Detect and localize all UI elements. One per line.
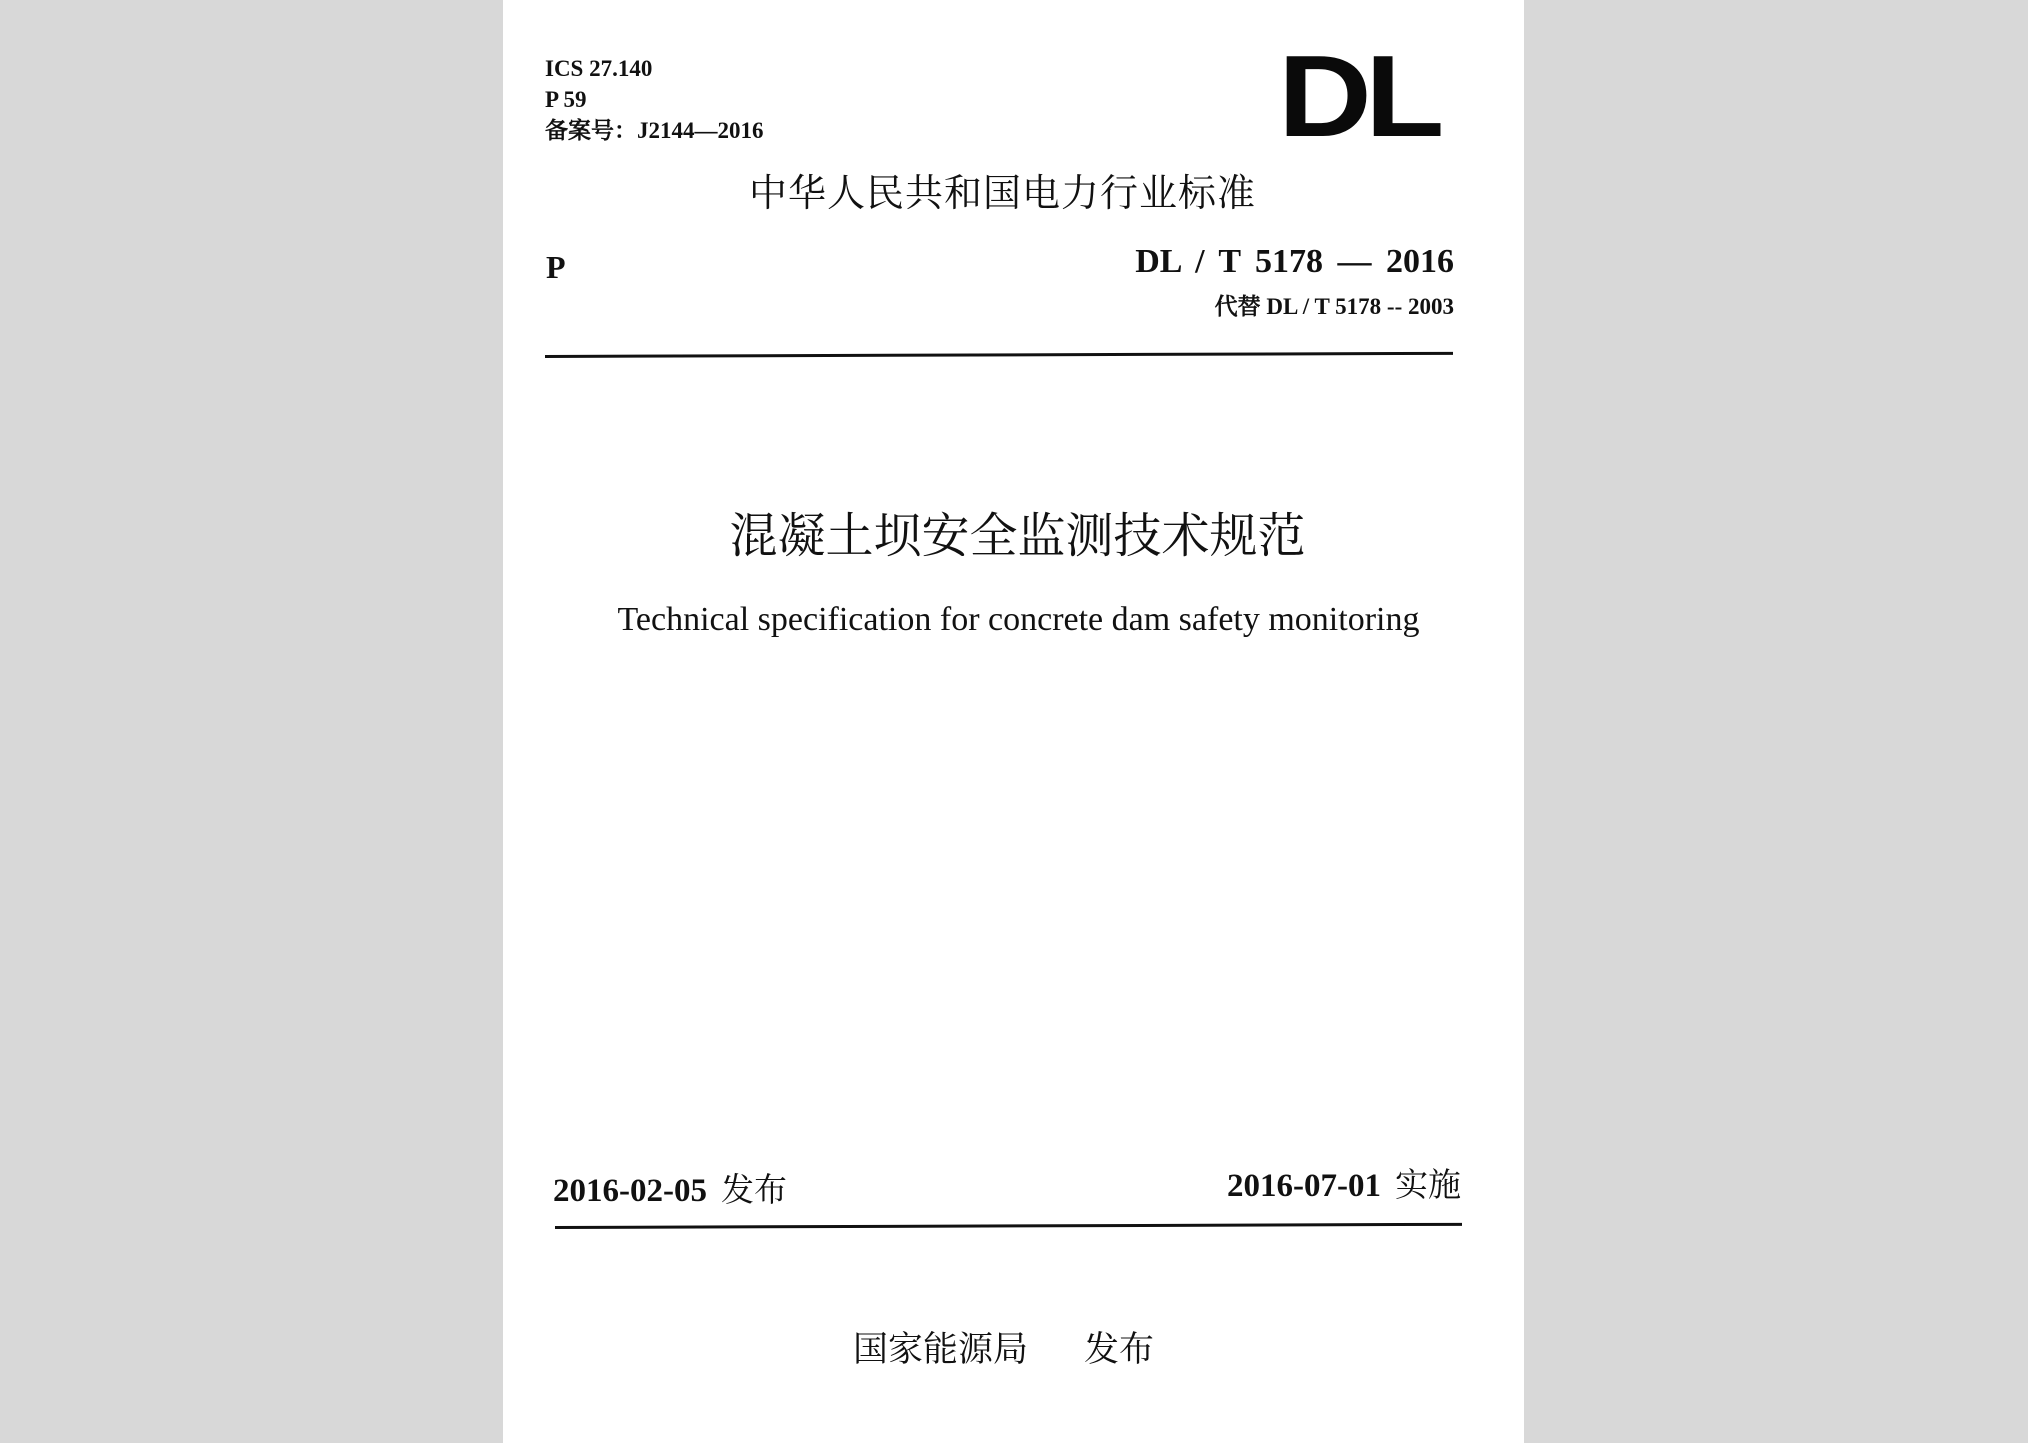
title-english: Technical specification for concrete dam safety monitoring (617, 601, 1420, 638)
effective-date: 2016-07-01 (1227, 1168, 1381, 1204)
dl-logo: DL (1278, 31, 1438, 161)
issue-date-line (553, 1170, 787, 1211)
top-divider (545, 352, 1453, 358)
filing-number: 备案号：J2144—2016 (545, 118, 764, 143)
effective-label: 实施 (1395, 1165, 1461, 1204)
category-code: P 59 (545, 87, 587, 112)
bottom-divider (555, 1223, 1462, 1229)
standard-number: DL / T 5178 — 2016 (1135, 243, 1454, 280)
issue-label: 发布 (720, 1170, 787, 1209)
effective-date-line (1227, 1165, 1461, 1206)
replaces-line (1215, 293, 1454, 321)
issue-date: 2016-02-05 (553, 1173, 707, 1209)
replaces-number: DL / T 5178 -- 2003 (1266, 294, 1454, 319)
title-chinese: 混凝土坝安全监测技术规范 (729, 508, 1306, 564)
publisher-name: 国家能源局 (853, 1330, 1029, 1370)
ics-code: ICS 27.140 (545, 56, 653, 81)
publisher-line (853, 1329, 1154, 1371)
cover-page (503, 0, 1524, 1443)
standard-type-heading: 中华人民共和国电力行业标准 (749, 171, 1257, 215)
category-letter: P (546, 249, 566, 285)
publisher-label: 发布 (1084, 1330, 1155, 1370)
replaces-label: 代替 (1214, 294, 1261, 320)
